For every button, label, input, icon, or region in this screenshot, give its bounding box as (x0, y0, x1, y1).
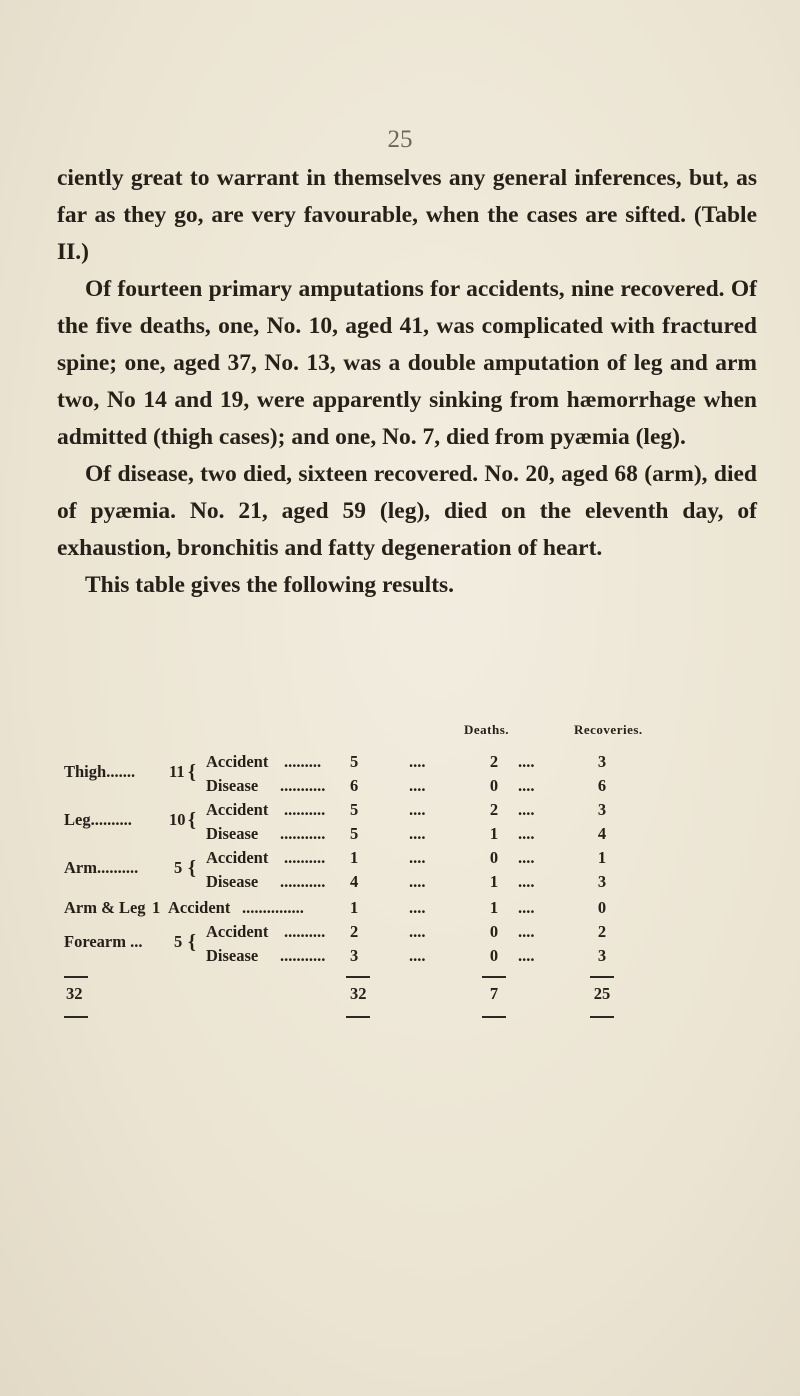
group-count: 10 (169, 810, 186, 829)
group-count: 11 (169, 762, 185, 781)
body-text (57, 160, 757, 604)
recoveries-value: 6 (597, 776, 607, 795)
deaths-total: 7 (489, 984, 499, 1003)
brace-glyph: { (188, 931, 196, 953)
total-value: 5 (350, 800, 359, 819)
recoveries-value: 3 (597, 800, 607, 819)
leader-dots: .... (518, 922, 535, 941)
recoveries-value: 0 (597, 898, 607, 917)
table-row (64, 800, 784, 831)
cause-label: Disease (206, 776, 259, 795)
deaths-header: Deaths. (464, 722, 510, 737)
deaths-value: 2 (489, 800, 499, 819)
total-value: 5 (350, 824, 359, 843)
leader-dots: .... (518, 848, 535, 867)
deaths-value: 2 (489, 752, 499, 771)
group-label: Arm.......... (64, 858, 139, 877)
recoveries-value: 2 (597, 922, 607, 941)
leader-dots: ........... (280, 776, 326, 795)
paragraph-1: ciently great to warrant in themselves any general inferences, but, as far as they go, are very favourable, when the cases are sifted. (Table II.) (57, 165, 757, 265)
group-count: 1 (152, 898, 161, 917)
group-count: 5 (174, 932, 183, 951)
rule-line (346, 1016, 370, 1018)
leader-dots: .... (409, 800, 426, 819)
table-row (64, 824, 784, 848)
cause-label: Accident (206, 752, 269, 771)
group-count: 5 (174, 858, 183, 877)
leader-dots: .... (409, 752, 426, 771)
table-row (64, 848, 784, 879)
leader-dots: .... (409, 922, 426, 941)
deaths-value: 1 (489, 898, 499, 917)
leader-dots: .... (518, 872, 535, 891)
table-row (64, 752, 784, 783)
leader-dots: .... (409, 824, 426, 843)
deaths-value: 1 (489, 872, 499, 891)
deaths-value: 0 (489, 946, 499, 965)
leader-dots: .... (409, 898, 426, 917)
leader-dots: .... (518, 824, 535, 843)
total-value: 32 (350, 984, 367, 1003)
brace-glyph: { (188, 809, 196, 831)
leader-dots: .......... (284, 800, 326, 819)
total-value: 6 (350, 776, 359, 795)
leader-dots: .... (518, 946, 535, 965)
deaths-value: 0 (489, 776, 499, 795)
recoveries-header: Recoveries. (574, 722, 643, 737)
cause-label: Accident (206, 800, 269, 819)
group-label: Leg.......... (64, 810, 132, 829)
deaths-value: 1 (489, 824, 499, 843)
total-value: 1 (350, 848, 359, 867)
recoveries-value: 3 (597, 752, 607, 771)
leader-dots: ......... (284, 752, 322, 771)
group-total: 32 (66, 984, 83, 1003)
recoveries-value: 1 (597, 848, 607, 867)
table-row (64, 922, 784, 953)
table-row (64, 946, 784, 970)
recoveries-total: 25 (593, 984, 611, 1003)
total-value: 1 (350, 898, 359, 917)
leader-dots: .......... (284, 922, 326, 941)
rule-line (64, 1016, 88, 1018)
leader-dots: ............... (242, 898, 304, 917)
leader-dots: ........... (280, 824, 326, 843)
brace-glyph: { (188, 761, 196, 783)
total-value: 2 (350, 922, 359, 941)
total-value: 3 (350, 946, 359, 965)
total-value: 5 (350, 752, 359, 771)
table-row (64, 898, 784, 922)
leader-dots: .......... (284, 848, 326, 867)
totals-row (64, 984, 784, 1008)
leader-dots: .... (518, 898, 535, 917)
leader-dots: .... (518, 776, 535, 795)
leader-dots: .... (409, 872, 426, 891)
cause-label: Disease (206, 872, 259, 891)
recoveries-value: 4 (597, 824, 607, 843)
leader-dots: ........... (280, 872, 326, 891)
recoveries-value: 3 (597, 872, 607, 891)
recoveries-value: 3 (597, 946, 607, 965)
page-number: 25 (387, 126, 413, 153)
rule-line (590, 1016, 614, 1018)
leader-dots: .... (409, 848, 426, 867)
deaths-value: 0 (489, 922, 499, 941)
cause-label: Accident (206, 848, 269, 867)
group-label: Thigh....... (64, 762, 136, 781)
rule-line (346, 976, 370, 978)
leader-dots: ........... (280, 946, 326, 965)
paragraph-4: This table gives the following results. (85, 572, 455, 598)
rule-line (590, 976, 614, 978)
paragraph-2: Of fourteen primary amputations for accidents, nine recovered. Of the five deaths, one, No. 10, aged 41, was complicated with fractured spine; one, aged 37, No. 13, was a double amputation of leg and arm two, No 14 and 19, were apparently sinking from hæmorrhage when admitted (thigh cases); and one, No. 7, died from pyæmia (leg). (57, 276, 757, 450)
cause-label: Disease (206, 824, 259, 843)
cause-label: Accident (168, 898, 231, 917)
leader-dots: .... (518, 752, 535, 771)
rule-line (64, 976, 88, 978)
leader-dots: .... (518, 800, 535, 819)
rule-line (482, 1016, 506, 1018)
group-label: Forearm ... (64, 932, 143, 951)
paragraph-3: Of disease, two died, sixteen recovered. No. 20, aged 68 (arm), died of pyæmia. No. 21, aged 59 (leg), died on the eleventh day, of exhaustion, bronchitis and fatty degeneration of heart. (57, 461, 757, 561)
rule-line (482, 976, 506, 978)
total-value: 4 (350, 872, 359, 891)
deaths-value: 0 (489, 848, 499, 867)
brace-glyph: { (188, 857, 196, 879)
cause-label: Disease (206, 946, 259, 965)
table-row (64, 872, 784, 896)
leader-dots: .... (409, 946, 426, 965)
cause-label: Accident (206, 922, 269, 941)
table-row (64, 776, 784, 800)
leader-dots: .... (409, 776, 426, 795)
group-label: Arm & Leg (64, 898, 146, 917)
